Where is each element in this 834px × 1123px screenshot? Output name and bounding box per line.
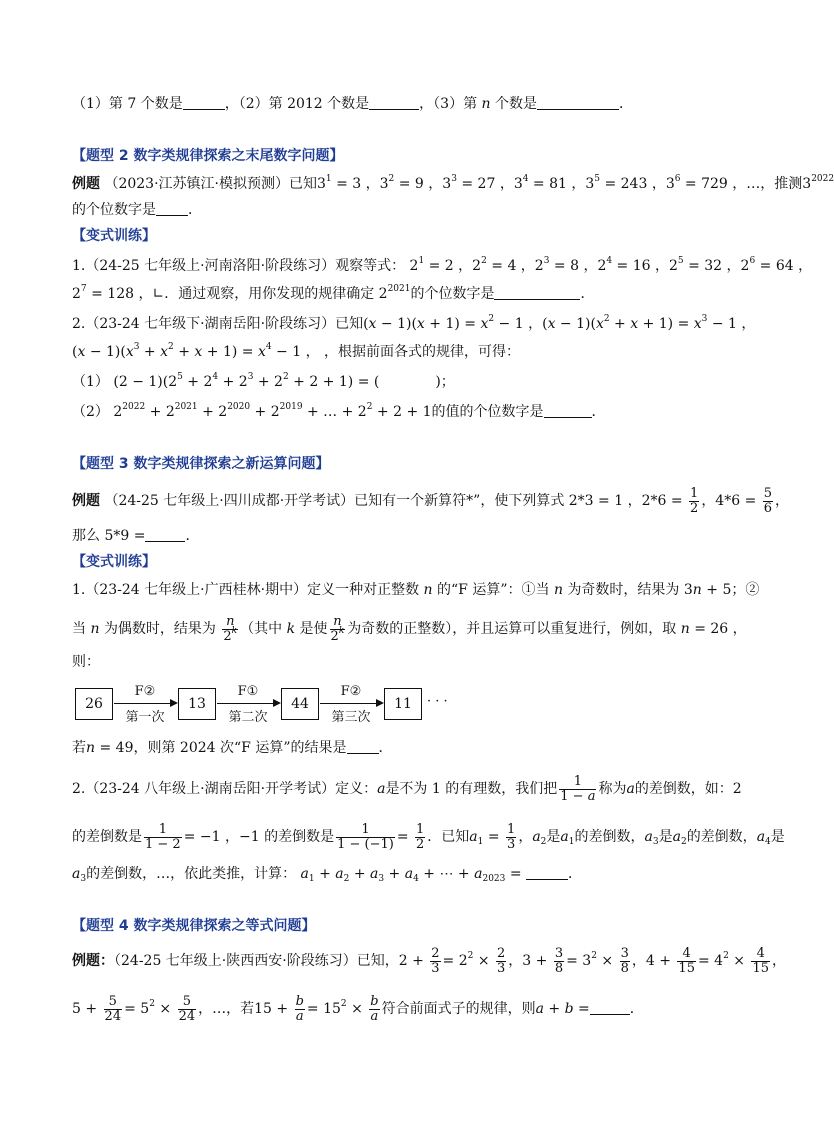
type4-example-line1: 例题：（24-25 七年级上·陕西西安·阶段练习）已知，2 + $\frac{2}{3}$ = $2^2$ × $\frac{2}{3}$ ，3 + $\frac{3}{8}$ = $3^2$ × $\frac{3}{8}$ ，4 + $\frac{4}{15}$ = $4^2$ × $\frac{4}{15}$ ， — [72, 945, 786, 976]
answer-blank[interactable] — [369, 95, 419, 110]
flow-arrow — [217, 703, 279, 704]
type3-q2-line1: 2.（23-24 八年级上·湖南岳阳·开学考试）定义：a是不为 1 的有理数，我们把 $\frac{1}{1 - a}$ 称为a的差倒数，如：2 — [72, 773, 742, 804]
answer-blank[interactable] — [590, 1000, 630, 1015]
variant-heading: 【变式训练】 — [72, 228, 156, 244]
type3-q1-line2: 当 n 为偶数时，结果为 $\frac{n}{2^k}$ （其中 k 是使 $\frac{n}{2^k}$ 为奇数的正整数），并且运算可以重复进行，例如，取 n = 26 ， — [72, 613, 747, 644]
answer-blank[interactable] — [537, 95, 619, 110]
answer-blank[interactable] — [156, 201, 188, 216]
flow-node: 26 — [75, 688, 113, 720]
answer-blank[interactable] — [494, 285, 580, 300]
section-heading-type3: 【题型 3 数字类规律探索之新运算问题】 — [72, 456, 330, 472]
variant-heading: 【变式训练】 — [72, 554, 156, 570]
flow-op-label: F② — [340, 684, 362, 699]
flow-ellipsis: · · · — [427, 694, 448, 709]
type4-example-line2: 5 + $\frac{5}{24}$ = $5^2$ × $\frac{5}{24}$ ，…，若15 + $\frac{b}{a}$ = $15^2$ × $\frac{b}{a}$ 符合前面式子的规律，则a + b = ． — [72, 993, 644, 1024]
type2-example-line2: 的个位数字是 ． — [72, 202, 202, 218]
flow-arrow — [114, 703, 176, 704]
q3-text: ，（3）第 — [419, 96, 478, 112]
flow-step-label: 第三次 — [331, 710, 371, 725]
type2-q2-part2: （2） $2^{2022} + 2^{2021} + 2^{2020} + 2^{2019}$ + … + $2^2 + 2 + 1$的值的个位数字是 ． — [72, 402, 606, 420]
answer-blank[interactable] — [183, 95, 225, 110]
type2-q2-line1: 2.（23-24 七年级下·湖南岳阳·阶段练习）已知$(x - 1)(x + 1) = x^2 - 1$ ，$(x - 1)(x^2 + x + 1) = x^3 - 1$ ， — [72, 314, 756, 332]
answer-blank[interactable] — [526, 865, 568, 880]
type3-q2-line3: $a_3$的差倒数，…，依此类推，计算： $a_1 + a_2 + a_3 + a_4$ + ⋯ + $a_{2023}$ = ． — [72, 866, 583, 884]
q2-text: ，（2）第 2012 个数是 — [224, 96, 370, 112]
flow-op-label: F② — [134, 684, 156, 699]
example-label: 例题 — [72, 176, 100, 192]
answer-blank[interactable] — [145, 527, 185, 542]
type2-q2-line2: $(x - 1)(x^3 + x^2 + x + 1) = x^4 - 1$ ， ，根据前面各式的规律，可得： — [72, 342, 521, 360]
f-operation-flow-diagram — [75, 684, 455, 725]
type2-q2-part1: （1） $(2 - 1)(2^5 + 2^4 + 2^3 + 2^2 + 2 + 1)$ = ( )； — [72, 372, 455, 390]
flow-node: 11 — [384, 688, 422, 720]
question-line-sequence: （1）第 7 个数是 ，（2）第 2012 个数是 ，（3）第 n 个数是 ． — [72, 96, 634, 112]
type3-example-line2: 那么 5*9 = ． — [72, 528, 200, 544]
flow-node: 44 — [281, 688, 319, 720]
type3-q1-line1: 1.（23-24 七年级上·广西桂林·期中）定义一种对正整数 n 的“F 运算”：①当 n 为奇数时，结果为 3n + 5；② — [72, 582, 760, 598]
flow-op-label: F① — [237, 684, 259, 699]
type3-q1-line3: 则： — [72, 654, 100, 670]
type2-q1-line2: $2^7 = 128$ ，∟．通过观察，用你发现的规律确定 $2^{2021}$的个位数字是 ． — [72, 284, 595, 302]
flow-node: 13 — [178, 688, 216, 720]
flow-step-label: 第一次 — [125, 710, 165, 725]
answer-blank[interactable] — [347, 739, 379, 754]
type3-q2-line2: 的差倒数是 $\frac{1}{1 - 2}$ = −1 ，−1 的差倒数是 $\frac{1}{1 - (-1)}$ = $\frac{1}{2}$ ．已知$a_1$ = $\frac{1}{3}$ ，$a_2$是$a_1$的差倒数，$a_3$是$a_2$的差倒数，$a_4$是 — [72, 821, 785, 852]
flow-arrow — [320, 703, 382, 704]
q1-text: （1）第 7 个数是 — [72, 96, 183, 112]
type2-example-line1: 例题 （2023·江苏镇江·模拟预测）已知$3^1 = 3$ ，$3^2 = 9$ ，$3^3 = 27$ ，$3^4 = 81$ ，$3^5 = 243$ ，$3^6 = 729$ ，…，推测$3^{2022}$ — [72, 174, 834, 192]
type3-example-line1: 例题 （24-25 七年级上·四川成都·开学考试）已知有一个新算符*”，使下列算式 2*3 = 1 ，2*6 = $\frac{1}{2}$ ，4*6 = $\frac{5}{6}$ ， — [72, 485, 790, 516]
answer-blank[interactable] — [544, 403, 592, 418]
type2-q1-line1: 1.（24-25 七年级上·河南洛阳·阶段练习）观察等式： $2^1 = 2$ ，$2^2 = 4$ ，$2^3 = 8$ ，$2^4 = 16$ ，$2^5 = 32$ ，$2^6 = 64$ ， — [72, 256, 813, 274]
q3-text-b: 个数是 — [495, 96, 538, 112]
section-heading-type2: 【题型 2 数字类规律探索之末尾数字问题】 — [72, 148, 344, 164]
type3-q1-line4: 若n = 49，则第 2024 次“F 运算”的结果是 ． — [72, 740, 393, 756]
section-heading-type4: 【题型 4 数字类规律探索之等式问题】 — [72, 918, 316, 934]
flow-step-label: 第二次 — [228, 710, 268, 725]
